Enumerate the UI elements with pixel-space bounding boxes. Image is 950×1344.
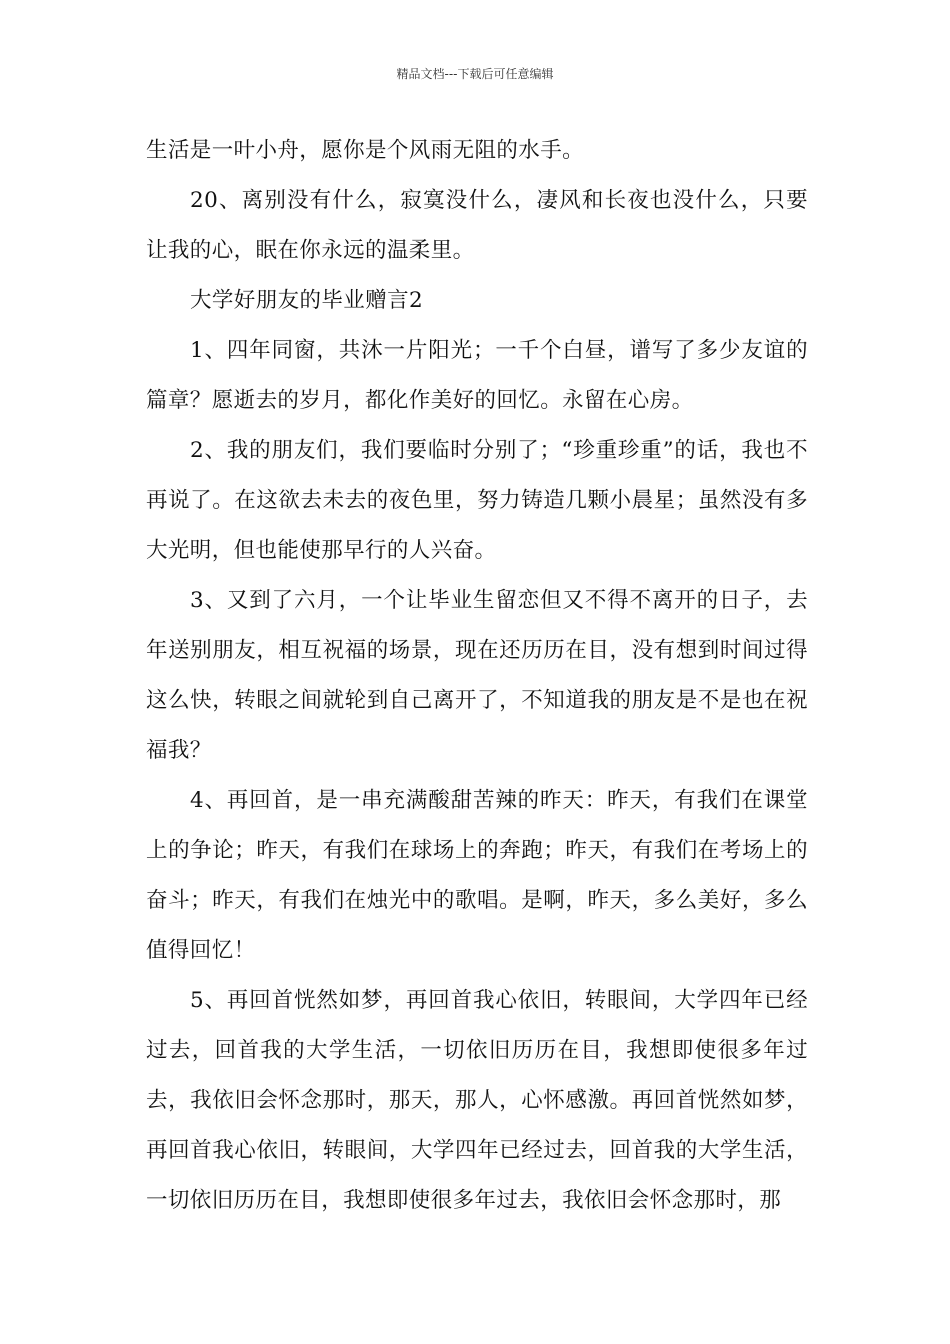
paragraph-item-3: 3、又到了六月，一个让毕业生留恋但又不得不离开的日子，去年送别朋友，相互祝福的场景，现在还历历在目，没有想到时间过得这么快，转眼之间就轮到自己离开了，不知道我的朋友是不是也在祝福我？ — [146, 588, 808, 763]
paragraph-item-4: 4、再回首，是一串充满酸甜苦辣的昨天：昨天，有我们在课堂上的争论；昨天，有我们在球场上的奔跑；昨天，有我们在考场上的奋斗；昨天，有我们在烛光中的歌唱。是啊，昨天，多么美好，多么值得回忆！ — [146, 788, 808, 963]
paragraph-item-20: 20、离别没有什么，寂寞没什么，凄风和长夜也没什么，只要让我的心，眠在你永远的温柔里。 — [146, 188, 808, 263]
page-header: 精品文档---下载后可任意编辑 — [396, 67, 554, 81]
paragraph-item-1: 1、四年同窗，共沐一片阳光；一千个白昼，谱写了多少友谊的篇章？愿逝去的岁月，都化作美好的回忆。永留在心房。 — [146, 338, 808, 413]
section-heading: 大学好朋友的毕业赠言2 — [190, 288, 424, 313]
paragraph-continuation: 生活是一叶小舟，愿你是个风雨无阻的水手。 — [146, 138, 585, 163]
paragraph-item-2: 2、我的朋友们，我们要临时分别了；“珍重珍重”的话，我也不再说了。在这欲去未去的夜色里，努力铸造几颗小晨星；虽然没有多大光明，但也能使那早行的人兴奋。 — [146, 438, 808, 563]
document-body — [146, 126, 808, 1226]
paragraph-item-5: 5、再回首恍然如梦，再回首我心依旧，转眼间，大学四年已经过去，回首我的大学生活，一切依旧历历在目，我想即使很多年过去，我依旧会怀念那时，那天，那人，心怀感激。再回首恍然如梦，再回首我心依旧，转眼间，大学四年已经过去，回首我的大学生活，一切依旧历历在目，我想即使很多年过去，我依旧会怀念那时，那 — [146, 988, 808, 1213]
